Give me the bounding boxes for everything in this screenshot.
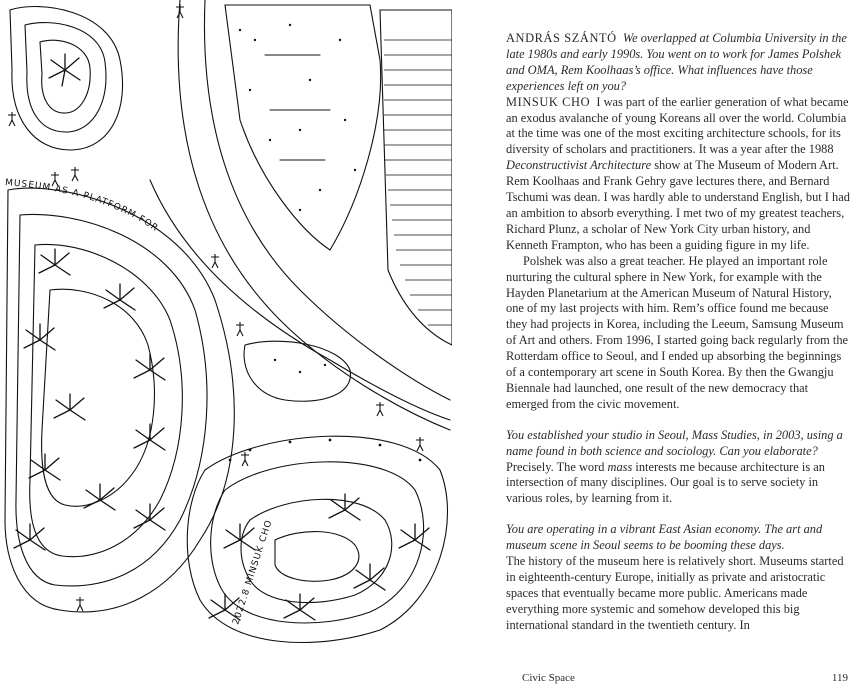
exhibition-title: Deconstructivist Architecture bbox=[506, 158, 652, 173]
paragraph-1 bbox=[506, 31, 850, 95]
paragraph-6 bbox=[506, 522, 850, 554]
page-number: 119 bbox=[831, 672, 848, 684]
answer-text: Precisely. The word bbox=[506, 459, 608, 474]
answer-text: show at The Museum of Modern Art. Rem Koolhaas and Frank Gehry gave lectures there, and Bernard Tschumi was dean. I was hardly able to understand English, but I had an ambition to absorb everything. I met two of my greatest teachers, Richard Plunz, a scholar of New York City urban history, and Kenneth Frampton, who has been a guiding figure in my life. bbox=[506, 158, 850, 252]
answer-text: interests me because architecture is an intersection of many disciplines. Our goal is to serve society in various roles, by learning from it. bbox=[506, 459, 825, 506]
question-text: You established your studio in Seoul, Mass Studies, in 2003, using a name found in both science and sociology. Can you elaborate? bbox=[506, 427, 843, 458]
answer-text: The history of the museum here is relatively short. Museums started in eighteenth-century Europe, initially as private and aristocratic spaces that eventually became more public. Americans made everything more systemic and somehow developed this big international standard in the twentieth century. In bbox=[506, 554, 844, 632]
sketch-caption: MUSEUM AS A PLATFORM FOR bbox=[4, 178, 161, 235]
paragraph-4 bbox=[506, 428, 850, 460]
paragraph-7 bbox=[506, 554, 850, 634]
question-text: We overlapped at Columbia University in the late 1980s and early 1990s. You went on to work for James Polshek and OMA, Rem Koolhaas’s office. What influences have those experiences left on you? bbox=[506, 31, 847, 93]
answer-text: I was part of the earlier generation of what became an exodus avalanche of young Koreans all over the world. Columbia at the time was one of the most exciting architecture schools, for its diversity of scholars and practitioners. It was a year after the 1988 bbox=[506, 94, 849, 157]
speaker-name: MINSUK CHO bbox=[506, 94, 591, 109]
paragraph-3 bbox=[506, 254, 850, 413]
paragraph-2 bbox=[506, 95, 850, 254]
interview-text bbox=[506, 31, 850, 634]
paragraph-5 bbox=[506, 460, 850, 508]
answer-text: Polshek was also a great teacher. He played an important role nurturing the cultural sphere in New York, for example with the Hayden Planetarium at the American Museum of Natural History, one of my last projects with him. Rem’s office found me because they had projects in Korea, including the Leeum, Samsung Museum of Art and others. From 1996, I started going back regularly from the Rotterdam office to Seoul, and I ended up absorbing the beginnings of a contemporary art scene in South Korea. By then the Gwangju Biennale had launched, one result of the new democracy that emerged from the civic movement. bbox=[506, 253, 849, 411]
question-text: You are operating in a vibrant East Asian economy. The art and museum scene in Seoul seems to be booming these days. bbox=[506, 522, 823, 553]
sketch-signature: 2022.8 MINSUK CHO bbox=[231, 518, 275, 626]
section-title: Civic Space bbox=[522, 672, 575, 684]
speaker-name: ANDRÁS SZÁNTÓ bbox=[506, 31, 617, 45]
emphasized-word: mass bbox=[607, 459, 633, 474]
